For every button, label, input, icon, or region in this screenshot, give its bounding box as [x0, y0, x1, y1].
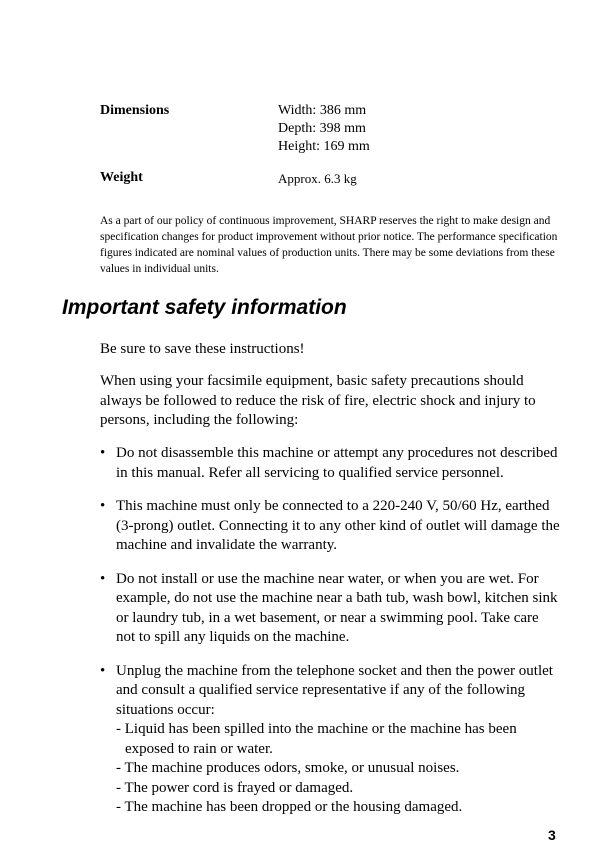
bullet-text: Unplug the machine from the telephone socket and then the power outlet and consult a qualified service representative if any of the following situations occur: [116, 662, 553, 718]
improvement-note: As a part of our policy of continuous improvement, SHARP reserves the right to make design and specification changes for product improvement without prior notice. The performance specification figures indicated are nominal values of production units. There may be some deviations from these values in individual units. [100, 215, 558, 275]
bullet-dot: • [100, 445, 106, 461]
sub-item: - The machine has been dropped or the housing damaged. [116, 799, 463, 815]
safety-bullet [100, 662, 560, 818]
bullet-dot: • [100, 662, 106, 679]
width-value: Width: 386 mm [278, 103, 367, 118]
weight-value: Approx. 6.3 kg [278, 171, 357, 186]
weight-label: Weight [100, 170, 143, 185]
bullet-dot: • [100, 570, 106, 587]
intro-precautions: When using your facsimile equipment, basic safety precautions should always be followed to reduce the risk of fire, electric shock and injury to persons, including the following: [100, 373, 536, 428]
page-number: 3 [548, 827, 556, 843]
bullet-dot: • [100, 498, 106, 514]
safety-bullet-list [100, 444, 560, 832]
bullet-text: Do not install or use the machine near water, or when you are wet. For example, do not use the machine near a bath tub, wash bowl, kitchen sink or laundry tub, in a wet basement, or near a swimming pool. Take care not to spill any liquids on the machine. [116, 570, 558, 645]
safety-bullet [100, 497, 560, 556]
sub-item: - Liquid has been spilled into the machine or the machine has been [116, 721, 517, 737]
sub-item: - The power cord is frayed or damaged. [116, 779, 354, 796]
dimensions-label: Dimensions [100, 103, 170, 118]
sub-item: - The machine produces odors, smoke, or unusual noises. [116, 760, 460, 776]
section-title: Important safety information [62, 296, 347, 319]
safety-bullet [100, 570, 560, 648]
bullet-text: This machine must only be connected to a 220-240 V, 50/60 Hz, earthed (3-prong) outlet. Connecting it to any other kind of outlet will damage the machine and invalidate the warranty. [116, 498, 560, 553]
dimensions-values [278, 102, 370, 156]
height-value: Height: 169 mm [278, 139, 370, 154]
safety-bullet [100, 444, 560, 483]
bullet-text: Do not disassemble this machine or attempt any procedures not described in this manual. Refer all servicing to qualified service personnel. [116, 445, 558, 481]
sub-item-continuation: exposed to rain or water. [125, 740, 273, 757]
intro-save-instructions: Be sure to save these instructions! [100, 341, 305, 357]
depth-value: Depth: 398 mm [278, 121, 366, 136]
